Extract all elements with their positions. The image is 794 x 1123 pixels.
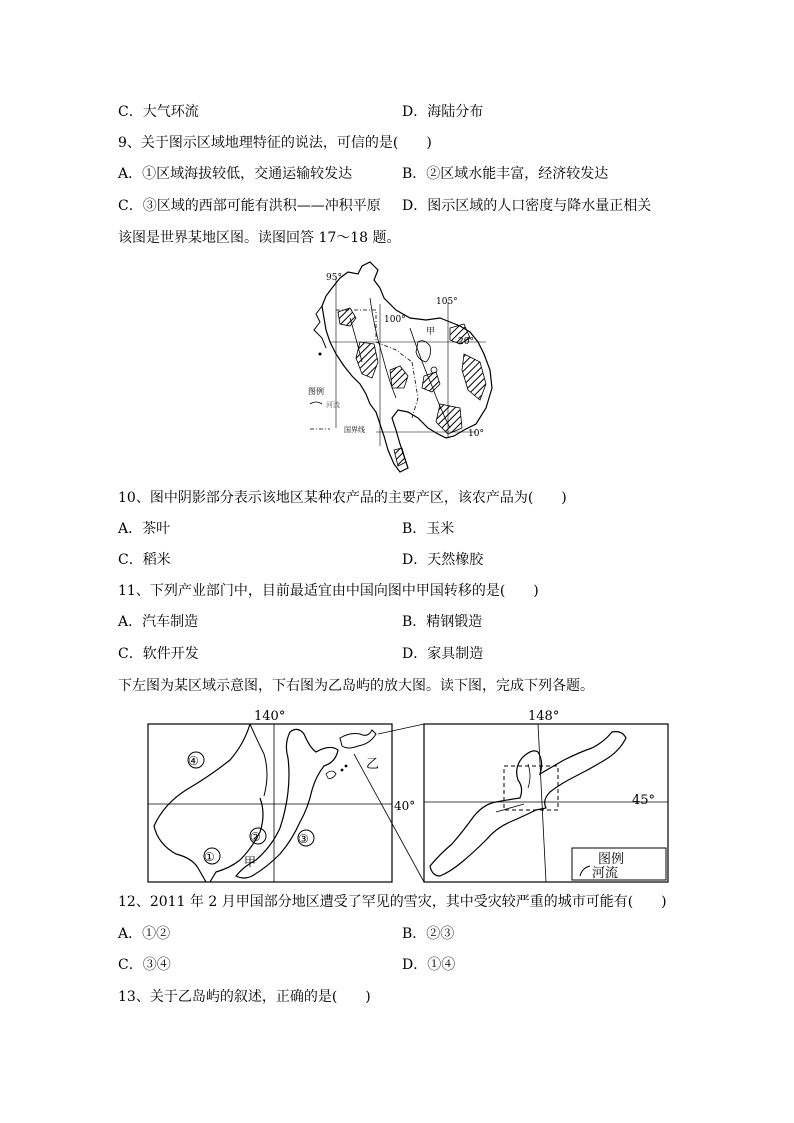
lon-100-label: 100° — [384, 315, 406, 325]
q10-option-c: C．稻米 — [118, 552, 171, 568]
q8-option-d: D．海陆分布 — [402, 104, 484, 120]
lon-105-label: 105° — [436, 297, 458, 307]
q13-stem: 13、关于乙岛屿的叙述，正确的是( ) — [118, 989, 371, 1005]
intro-map1: 该图是世界某地区图。读图回答 17～18 题。 — [118, 230, 401, 246]
q10-option-d: D．天然橡胶 — [402, 552, 484, 568]
legend-border: 国界线 — [344, 426, 365, 434]
lat-20-label: 20° — [458, 337, 474, 347]
map-japan-region — [140, 704, 680, 886]
lat-40-label: 40° — [394, 799, 416, 813]
lon-95-label: 95° — [326, 273, 342, 283]
label-jia: 甲 — [426, 327, 436, 337]
production-area — [436, 404, 462, 434]
q8-option-c: C．大气环流 — [118, 104, 199, 120]
q12-option-c: C．③④ — [118, 957, 171, 973]
q12-option-a: A．①② — [118, 926, 171, 942]
intro-map2: 下左图为某区域示意图，下右图为乙岛屿的放大图。读下图，完成下列各题。 — [118, 678, 594, 694]
q10-option-b: B．玉米 — [402, 521, 455, 537]
production-area — [462, 354, 486, 400]
q10-stem: 10、图中阴影部分表示该地区某种农产品的主要产区，该农产品为( ) — [118, 490, 567, 506]
legend-river: 河流 — [326, 401, 340, 409]
city-1-label: ① — [204, 850, 215, 864]
q11-stem: 11、下列产业部门中，目前最适宜由中国向图中甲国转移的是( ) — [118, 583, 539, 599]
q9-option-b: B．②区域水能丰富，经济较发达 — [402, 166, 609, 182]
production-area — [356, 342, 378, 378]
q9-option-d: D．图示区域的人口密度与降水量正相关 — [402, 198, 652, 214]
q11-option-c: C．软件开发 — [118, 646, 199, 662]
map-indochina — [300, 258, 500, 476]
q9-option-a: A．①区域海拔较低，交通运输较发达 — [118, 166, 353, 182]
q10-option-a: A．茶叶 — [118, 521, 171, 537]
q12-option-d: D．①④ — [402, 957, 456, 973]
lon-148-label: 148° — [528, 709, 560, 724]
label-jia-2: 甲 — [244, 855, 257, 869]
city-4-label: ④ — [188, 754, 199, 768]
q12-stem: 12、2011 年 2 月甲国部分地区遭受了罕见的雪灾，其中受灾较严重的城市可能有( ) — [118, 894, 667, 910]
q11-option-d: D．家具制造 — [402, 646, 484, 662]
legend2-title: 图例 — [598, 852, 625, 867]
lon-140-label: 140° — [254, 709, 286, 724]
city-2-label: ② — [250, 830, 261, 844]
lat-45-label: 45° — [632, 793, 656, 808]
q11-option-a: A．汽车制造 — [118, 614, 199, 630]
mainland-coast — [154, 724, 250, 882]
q9-stem: 9、关于图示区域地理特征的说法，可信的是( ) — [118, 135, 432, 151]
label-yi: 乙 — [366, 757, 380, 772]
production-area — [390, 366, 408, 388]
q11-option-b: B．精钢锻造 — [402, 614, 483, 630]
lat-10-label: 10° — [468, 429, 484, 439]
city-3-label: ③ — [298, 832, 309, 846]
legend2-river: 河流 — [592, 866, 619, 881]
q9-option-c: C．③区域的西部可能有洪积——冲积平原 — [118, 198, 381, 214]
legend-title: 图例 — [308, 387, 324, 396]
production-area — [422, 372, 440, 392]
q12-option-b: B．②③ — [402, 926, 455, 942]
production-area — [338, 308, 356, 326]
production-area — [394, 448, 406, 466]
